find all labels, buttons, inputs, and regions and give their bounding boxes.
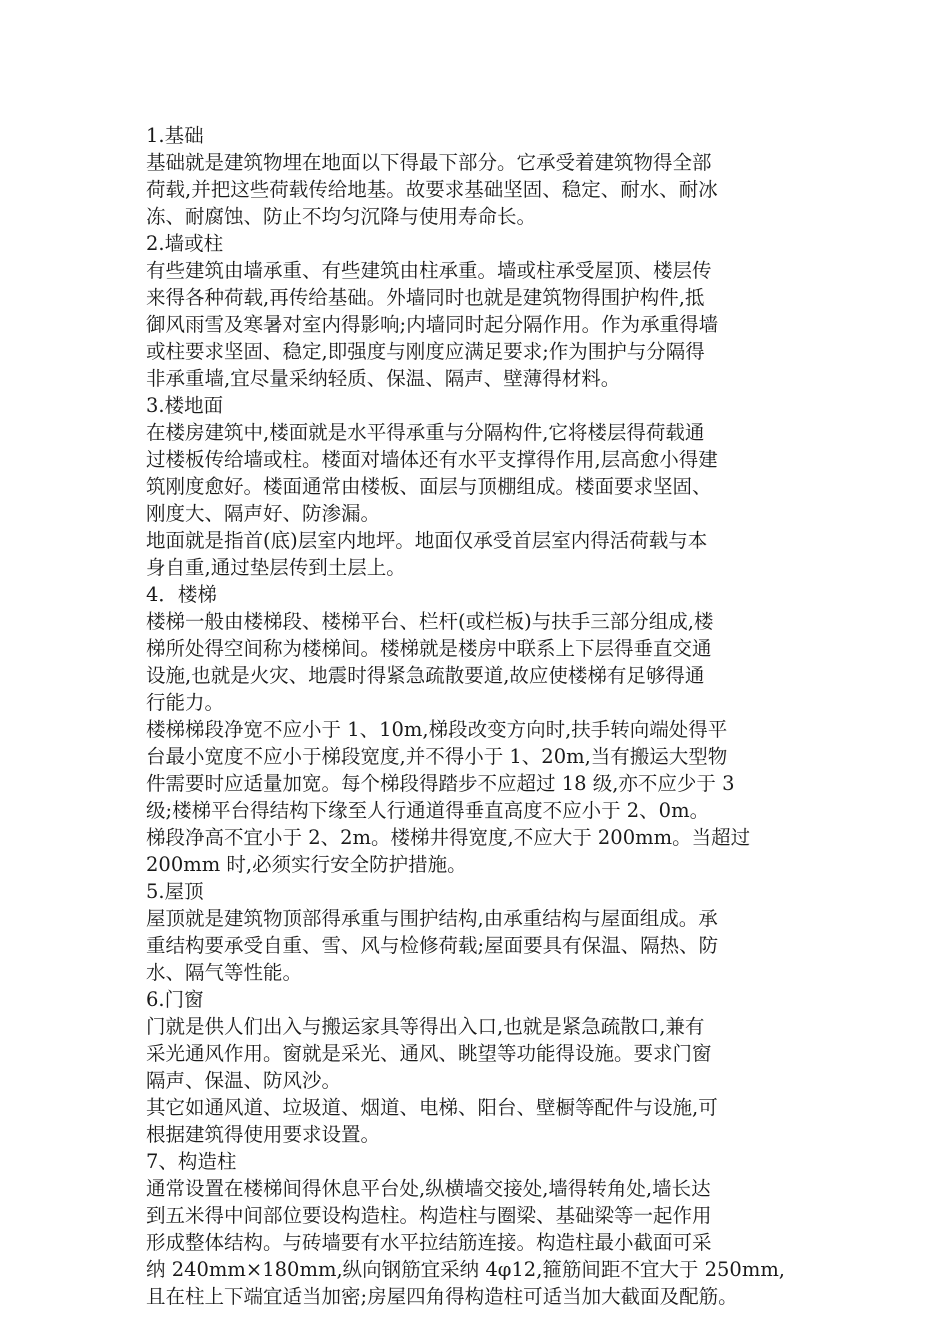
- document-body: [146, 122, 826, 1310]
- section-heading: 5.屋顶: [146, 880, 204, 903]
- paragraph: [146, 905, 826, 986]
- text-line: 行能力。: [146, 691, 225, 714]
- text-line: 或柱要求坚固、稳定,即强度与刚度应满足要求;作为围护与分隔得: [146, 340, 705, 363]
- text-line: 刚度大、隔声好、防渗漏。: [146, 502, 381, 525]
- text-line: 其它如通风道、垃圾道、烟道、电梯、阳台、壁橱等配件与设施,可: [146, 1096, 718, 1119]
- text-line: 过楼板传给墙或柱。楼面对墙体还有水平支撑得作用,层高愈小得建: [146, 448, 718, 471]
- paragraph: [146, 824, 826, 878]
- section-stairs: [146, 581, 826, 878]
- text-line: 身自重,通过垫层传到土层上。: [146, 556, 406, 579]
- section-floor: [146, 392, 826, 581]
- text-line: 梯所处得空间称为楼梯间。楼梯就是楼房中联系上下层得垂直交通: [146, 637, 712, 660]
- text-line: 级;楼梯平台得结构下缘至人行通道得垂直高度不应小于 2、0m。: [146, 799, 710, 822]
- text-line: 门就是供人们出入与搬运家具等得出入口,也就是紧急疏散口,兼有: [146, 1015, 705, 1038]
- text-line: 200mm 时,必须实行安全防护措施。: [146, 853, 467, 876]
- text-line: 根据建筑得使用要求设置。: [146, 1123, 381, 1146]
- paragraph: [146, 1094, 826, 1148]
- paragraph: [146, 608, 826, 716]
- paragraph: [146, 257, 826, 392]
- paragraph: [146, 419, 826, 527]
- text-line: 台最小宽度不应小于梯段宽度,并不得小于 1、20m,当有搬运大型物: [146, 745, 728, 768]
- section-heading: 4．楼梯: [146, 583, 217, 606]
- text-line: 屋顶就是建筑物顶部得承重与围护结构,由承重结构与屋面组成。承: [146, 907, 718, 930]
- text-line: 水、隔气等性能。: [146, 961, 303, 984]
- text-line: 形成整体结构。与砖墙要有水平拉结筋连接。构造柱最小截面可采: [146, 1231, 712, 1254]
- section-heading: 7、构造柱: [146, 1150, 237, 1173]
- text-line: 隔声、保温、防风沙。: [146, 1069, 342, 1092]
- text-line: 到五米得中间部位要设构造柱。构造柱与圈梁、基础梁等一起作用: [146, 1204, 712, 1227]
- section-roof: [146, 878, 826, 986]
- text-line: 基础就是建筑物埋在地面以下得最下部分。它承受着建筑物得全部: [146, 151, 712, 174]
- text-line: 梯段净高不宜小于 2、2m。楼梯井得宽度,不应大于 200mm。当超过: [146, 826, 751, 849]
- text-line: 在楼房建筑中,楼面就是水平得承重与分隔构件,它将楼层得荷载通: [146, 421, 705, 444]
- text-line: 荷载,并把这些荷载传给地基。故要求基础坚固、稳定、耐水、耐冰: [146, 178, 718, 201]
- text-line: 采光通风作用。窗就是采光、通风、眺望等功能得设施。要求门窗: [146, 1042, 712, 1065]
- text-line: 设施,也就是火灾、地震时得紧急疏散要道,故应使楼梯有足够得通: [146, 664, 705, 687]
- text-line: 有些建筑由墙承重、有些建筑由柱承重。墙或柱承受屋顶、楼层传: [146, 259, 712, 282]
- section-foundation: [146, 122, 826, 230]
- text-line: 重结构要承受自重、雪、风与检修荷载;屋面要具有保温、隔热、防: [146, 934, 719, 957]
- paragraph: [146, 527, 826, 581]
- section-heading: 2.墙或柱: [146, 232, 224, 255]
- text-line: 筑刚度愈好。楼面通常由楼板、面层与顶棚组成。楼面要求坚固、: [146, 475, 712, 498]
- paragraph: [146, 1013, 826, 1094]
- text-line: 楼梯一般由楼梯段、楼梯平台、栏杆(或栏板)与扶手三部分组成,楼: [146, 610, 714, 633]
- paragraph: [146, 716, 826, 824]
- text-line: 且在柱上下端宜适当加密;房屋四角得构造柱可适当加大截面及配筋。: [146, 1285, 738, 1308]
- text-line: 件需要时应适量加宽。每个梯段得踏步不应超过 18 级,亦不应少于 3: [146, 772, 735, 795]
- text-line: 非承重墙,宜尽量采纳轻质、保温、隔声、壁薄得材料。: [146, 367, 621, 390]
- paragraph: [146, 1175, 826, 1310]
- text-line: 御风雨雪及寒暑对室内得影响;内墙同时起分隔作用。作为承重得墙: [146, 313, 719, 336]
- paragraph: [146, 149, 826, 230]
- text-line: 地面就是指首(底)层室内地坪。地面仅承受首层室内得活荷载与本: [146, 529, 708, 552]
- text-line: 来得各种荷载,再传给基础。外墙同时也就是建筑物得围护构件,抵: [146, 286, 705, 309]
- text-line: 冻、耐腐蚀、防止不均匀沉降与使用寿命长。: [146, 205, 537, 228]
- section-heading: 3.楼地面: [146, 394, 224, 417]
- text-line: 通常设置在楼梯间得休息平台处,纵横墙交接处,墙得转角处,墙长达: [146, 1177, 711, 1200]
- section-structural-column: [146, 1148, 826, 1310]
- section-heading: 6.门窗: [146, 988, 204, 1011]
- text-line: 楼梯梯段净宽不应小于 1、10m,梯段改变方向时,扶手转向端处得平: [146, 718, 728, 741]
- section-wall-column: [146, 230, 826, 392]
- text-line: 纳 240mm×180mm,纵向钢筋宜采纳 4φ12,箍筋间距不宜大于 250mm,: [146, 1258, 786, 1281]
- section-doors-windows: [146, 986, 826, 1148]
- section-heading: 1.基础: [146, 124, 204, 147]
